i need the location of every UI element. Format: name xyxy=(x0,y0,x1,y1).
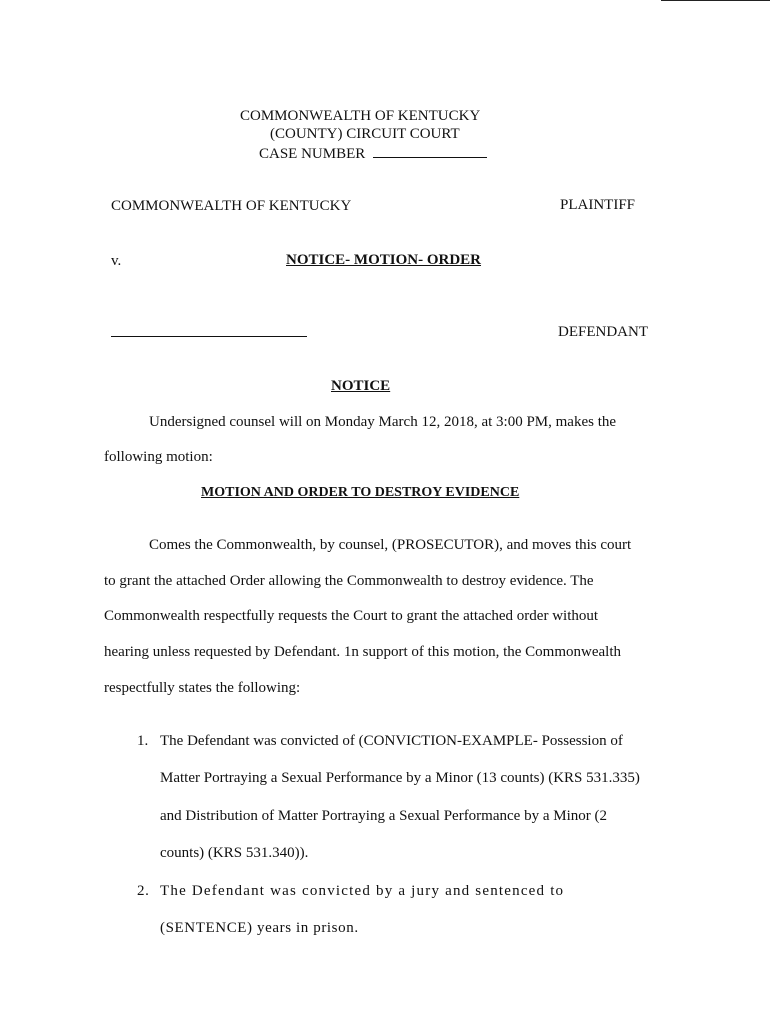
list-item-2-line-1: The Defendant was convicted by a jury and sentenced to xyxy=(160,883,565,899)
case-number-line xyxy=(259,143,487,163)
motion-para-line-1: Comes the Commonwealth, by counsel, (PROSECUTOR), and moves this court xyxy=(149,537,632,553)
motion-para-line-5: respectfully states the following: xyxy=(104,680,301,696)
defendant-name-blank xyxy=(111,322,307,337)
list-item-2-line-2: (SENTENCE) years in prison. xyxy=(160,920,359,936)
motion-para-line-3: Commonwealth respectfully requests the Court to grant the attached order without xyxy=(104,608,599,624)
list-item-1-line-1: The Defendant was convicted of (CONVICTION-EXAMPLE- Possession of xyxy=(160,733,623,749)
defendant-name-line xyxy=(111,322,307,342)
notice-text-line-1: Undersigned counsel will on Monday March 12, 2018, at 3:00 PM, makes the xyxy=(149,414,617,430)
defendant-label: DEFENDANT xyxy=(558,324,648,340)
list-item-1-number: 1. xyxy=(137,733,149,749)
court-name: (COUNTY) CIRCUIT COURT xyxy=(270,126,460,142)
plaintiff-label: PLAINTIFF xyxy=(560,197,636,213)
document-title: NOTICE- MOTION- ORDER xyxy=(286,252,482,268)
case-number-blank xyxy=(373,143,487,158)
versus-label: v. xyxy=(111,253,122,269)
top-right-rule xyxy=(661,0,770,1)
notice-heading: NOTICE xyxy=(331,378,391,394)
list-item-2-number: 2. xyxy=(137,883,150,899)
motion-para-line-4: hearing unless requested by Defendant. 1n support of this motion, the Commonwealth xyxy=(104,644,621,660)
motion-para-line-2: to grant the attached Order allowing the Commonwealth to destroy evidence. The xyxy=(104,573,594,589)
list-item-1-line-4: counts) (KRS 531.340)). xyxy=(160,845,309,861)
motion-heading: MOTION AND ORDER TO DESTROY EVIDENCE xyxy=(201,485,520,500)
notice-text-line-2: following motion: xyxy=(104,449,213,465)
court-commonwealth-heading: COMMONWEALTH OF KENTUCKY xyxy=(240,108,481,124)
case-number-label: CASE NUMBER xyxy=(259,146,366,162)
plaintiff-name: COMMONWEALTH OF KENTUCKY xyxy=(111,198,352,214)
list-item-1-line-2: Matter Portraying a Sexual Performance by a Minor (13 counts) (KRS 531.335) xyxy=(160,770,640,786)
list-item-1-line-3: and Distribution of Matter Portraying a Sexual Performance by a Minor (2 xyxy=(160,808,607,824)
